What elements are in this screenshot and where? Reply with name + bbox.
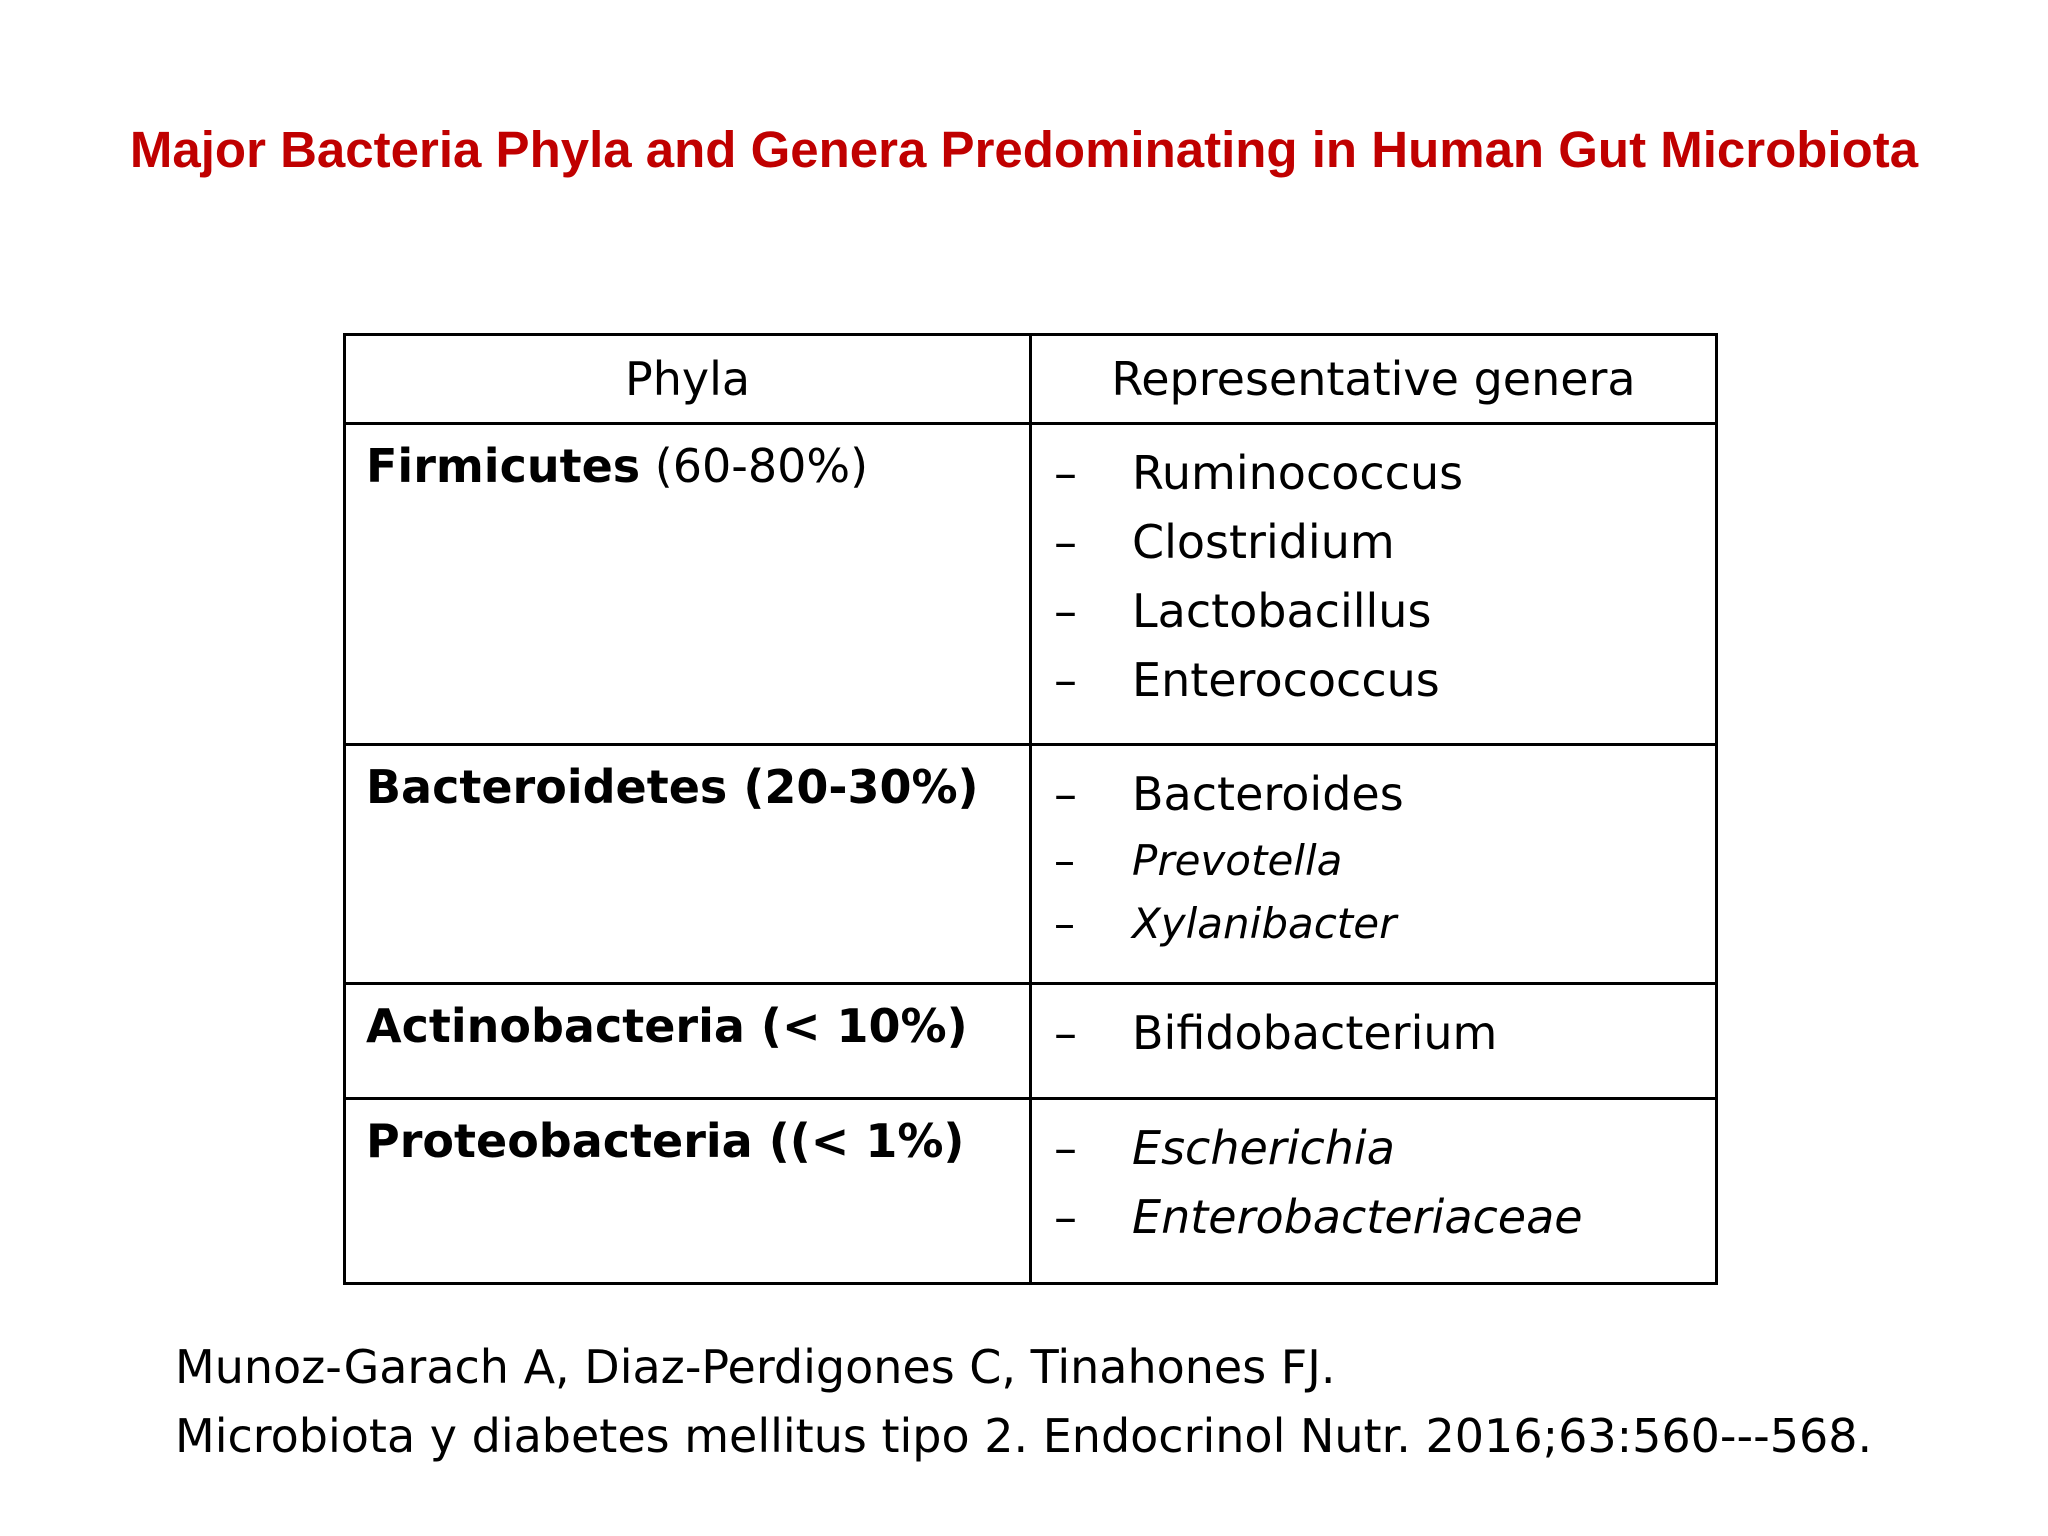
list-item	[1032, 829, 1715, 892]
phyla-table-container	[343, 333, 1715, 1285]
list-item	[1032, 577, 1715, 646]
genus-name: Enterobacteriaceae	[1132, 1190, 1583, 1244]
dash-bullet: –	[1054, 1190, 1077, 1244]
phylum-cell	[345, 424, 1031, 745]
header-phyla: Phyla	[345, 335, 1031, 424]
genus-name: Bifidobacterium	[1132, 1006, 1498, 1060]
dash-bullet: –	[1054, 515, 1077, 569]
phylum-name: Firmicutes	[366, 439, 641, 493]
list-item	[1032, 439, 1715, 508]
dash-bullet: –	[1054, 1006, 1077, 1060]
dash-bullet: –	[1054, 653, 1077, 707]
phyla-table	[343, 333, 1718, 1285]
genus-name: Prevotella	[1132, 836, 1343, 885]
genus-name: Bacteroides	[1132, 767, 1404, 821]
dash-bullet: –	[1054, 584, 1077, 638]
genus-name: Clostridium	[1132, 515, 1395, 569]
dash-bullet: –	[1054, 836, 1075, 885]
dash-bullet: –	[1054, 1121, 1077, 1175]
genera-cell	[1031, 424, 1717, 745]
phylum-cell	[345, 1099, 1031, 1284]
phylum-cell	[345, 745, 1031, 984]
phylum-cell	[345, 984, 1031, 1099]
genus-name: Xylanibacter	[1132, 899, 1397, 948]
phylum-percent: ((< 1%)	[752, 1114, 965, 1168]
list-item	[1032, 892, 1715, 955]
genera-cell	[1031, 1099, 1717, 1284]
list-item	[1032, 999, 1715, 1068]
table-row	[345, 1099, 1717, 1284]
phylum-percent: (20-30%)	[727, 760, 979, 814]
list-item	[1032, 508, 1715, 577]
citation-authors: Munoz-Garach A, Diaz-Perdigones C, Tinahones FJ.	[175, 1340, 1336, 1394]
list-item	[1032, 646, 1715, 715]
genus-name: Enterococcus	[1132, 653, 1440, 707]
genus-name: Ruminococcus	[1132, 446, 1464, 500]
phylum-percent: (60-80%)	[640, 439, 869, 493]
genus-name: Escherichia	[1132, 1121, 1395, 1175]
dash-bullet: –	[1054, 899, 1075, 948]
list-item	[1032, 1183, 1715, 1252]
phylum-name: Proteobacteria	[366, 1114, 753, 1168]
phylum-name: Bacteroidetes	[366, 760, 728, 814]
citation-reference: Microbiota y diabetes mellitus tipo 2. Endocrinol Nutr. 2016;63:560---568.	[175, 1409, 1873, 1463]
phylum-name: Actinobacteria	[366, 999, 745, 1053]
dash-bullet: –	[1054, 767, 1077, 821]
dash-bullet: –	[1054, 446, 1077, 500]
genera-cell	[1031, 984, 1717, 1099]
header-representative-genera: Representative genera	[1031, 335, 1717, 424]
list-item	[1032, 1114, 1715, 1183]
genus-name: Lactobacillus	[1132, 584, 1432, 638]
table-row	[345, 984, 1717, 1099]
genera-cell	[1031, 745, 1717, 984]
list-item	[1032, 760, 1715, 829]
slide-title: Major Bacteria Phyla and Genera Predominating in Human Gut Microbiota	[129, 121, 1919, 178]
phylum-percent: (< 10%)	[744, 999, 968, 1053]
table-header-row	[345, 335, 1717, 424]
table-row	[345, 745, 1717, 984]
citation	[175, 1333, 1872, 1471]
table-row	[345, 424, 1717, 745]
